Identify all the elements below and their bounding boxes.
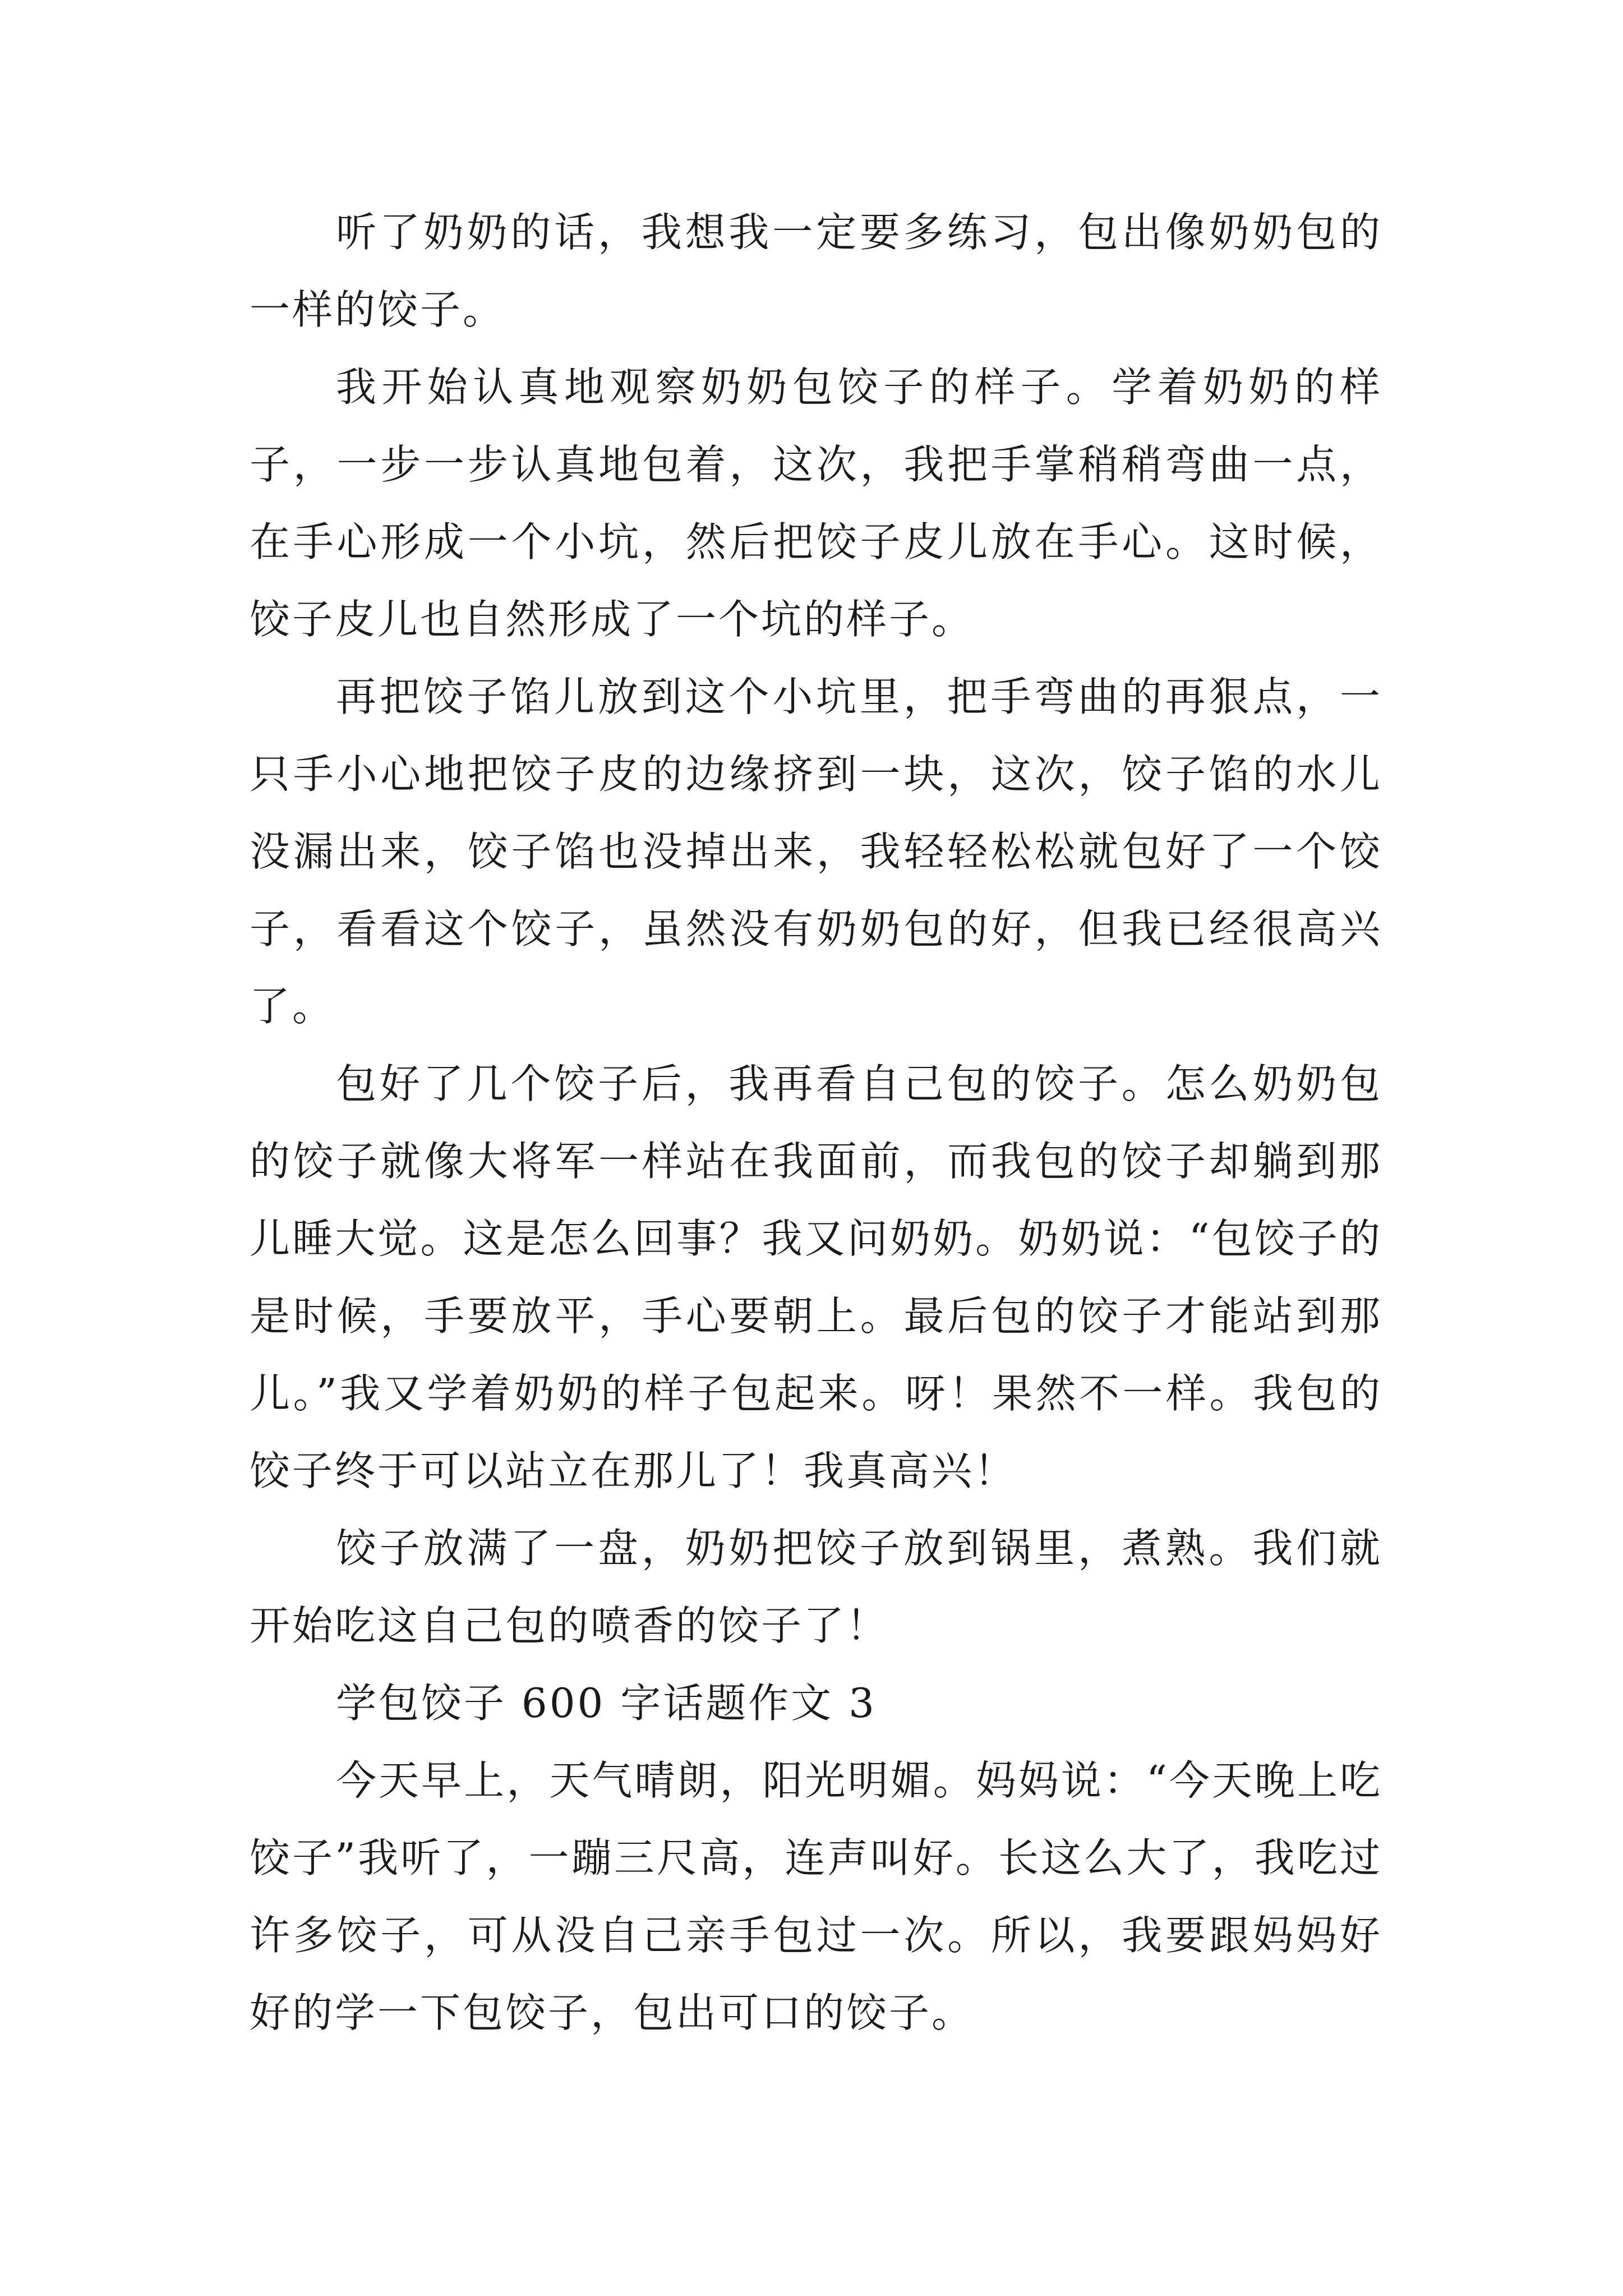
section-heading: 学包饺子 600 字话题作文 3 [336,1680,877,1727]
paragraph-4: 包好了几个饺子后，我再看自己包的饺子。怎么奶奶包的饺子就像大将军一样站在我面前，而我包的饺子却躺到那儿睡大觉。这是怎么回事？我又问奶奶。奶奶说：“包饺子的是时候，手要放平，手心要朝上。最后包的饺子才能站到那儿。”我又学着奶奶的样子包起来。呀！果然不一样。我包的饺子终于可以站立在那儿了！我真高兴！ [250,1060,1382,1494]
paragraph-5: 饺子放满了一盘，奶奶把饺子放到锅里，煮熟。我们就开始吃这自己包的喷香的饺子了！ [250,1525,1382,1649]
paragraph-1: 听了奶奶的话，我想我一定要多练习，包出像奶奶包的一样的饺子。 [250,209,1382,333]
document-body [250,194,1382,2051]
paragraph-3: 再把饺子馅儿放到这个小坑里，把手弯曲的再狠点，一只手小心地把饺子皮的边缘挤到一块，这次，饺子馅的水儿没漏出来，饺子馅也没掉出来，我轻轻松松就包好了一个饺子，看看这个饺子，虽然没有奶奶包的好，但我已经很高兴了。 [250,673,1382,1030]
paragraph-6: 今天早上，天气晴朗，阳光明媚。妈妈说：“今天晚上吃饺子”我听了，一蹦三尺高，连声叫好。长这么大了，我吃过许多饺子，可从没自己亲手包过一次。所以，我要跟妈妈好好的学一下包饺子，包出可口的饺子。 [250,1757,1382,2036]
paragraph-2: 我开始认真地观察奶奶包饺子的样子。学着奶奶的样子，一步一步认真地包着，这次，我把手掌稍稍弯曲一点，在手心形成一个小坑，然后把饺子皮儿放在手心。这时候，饺子皮儿也自然形成了一个坑的样子。 [250,364,1382,643]
